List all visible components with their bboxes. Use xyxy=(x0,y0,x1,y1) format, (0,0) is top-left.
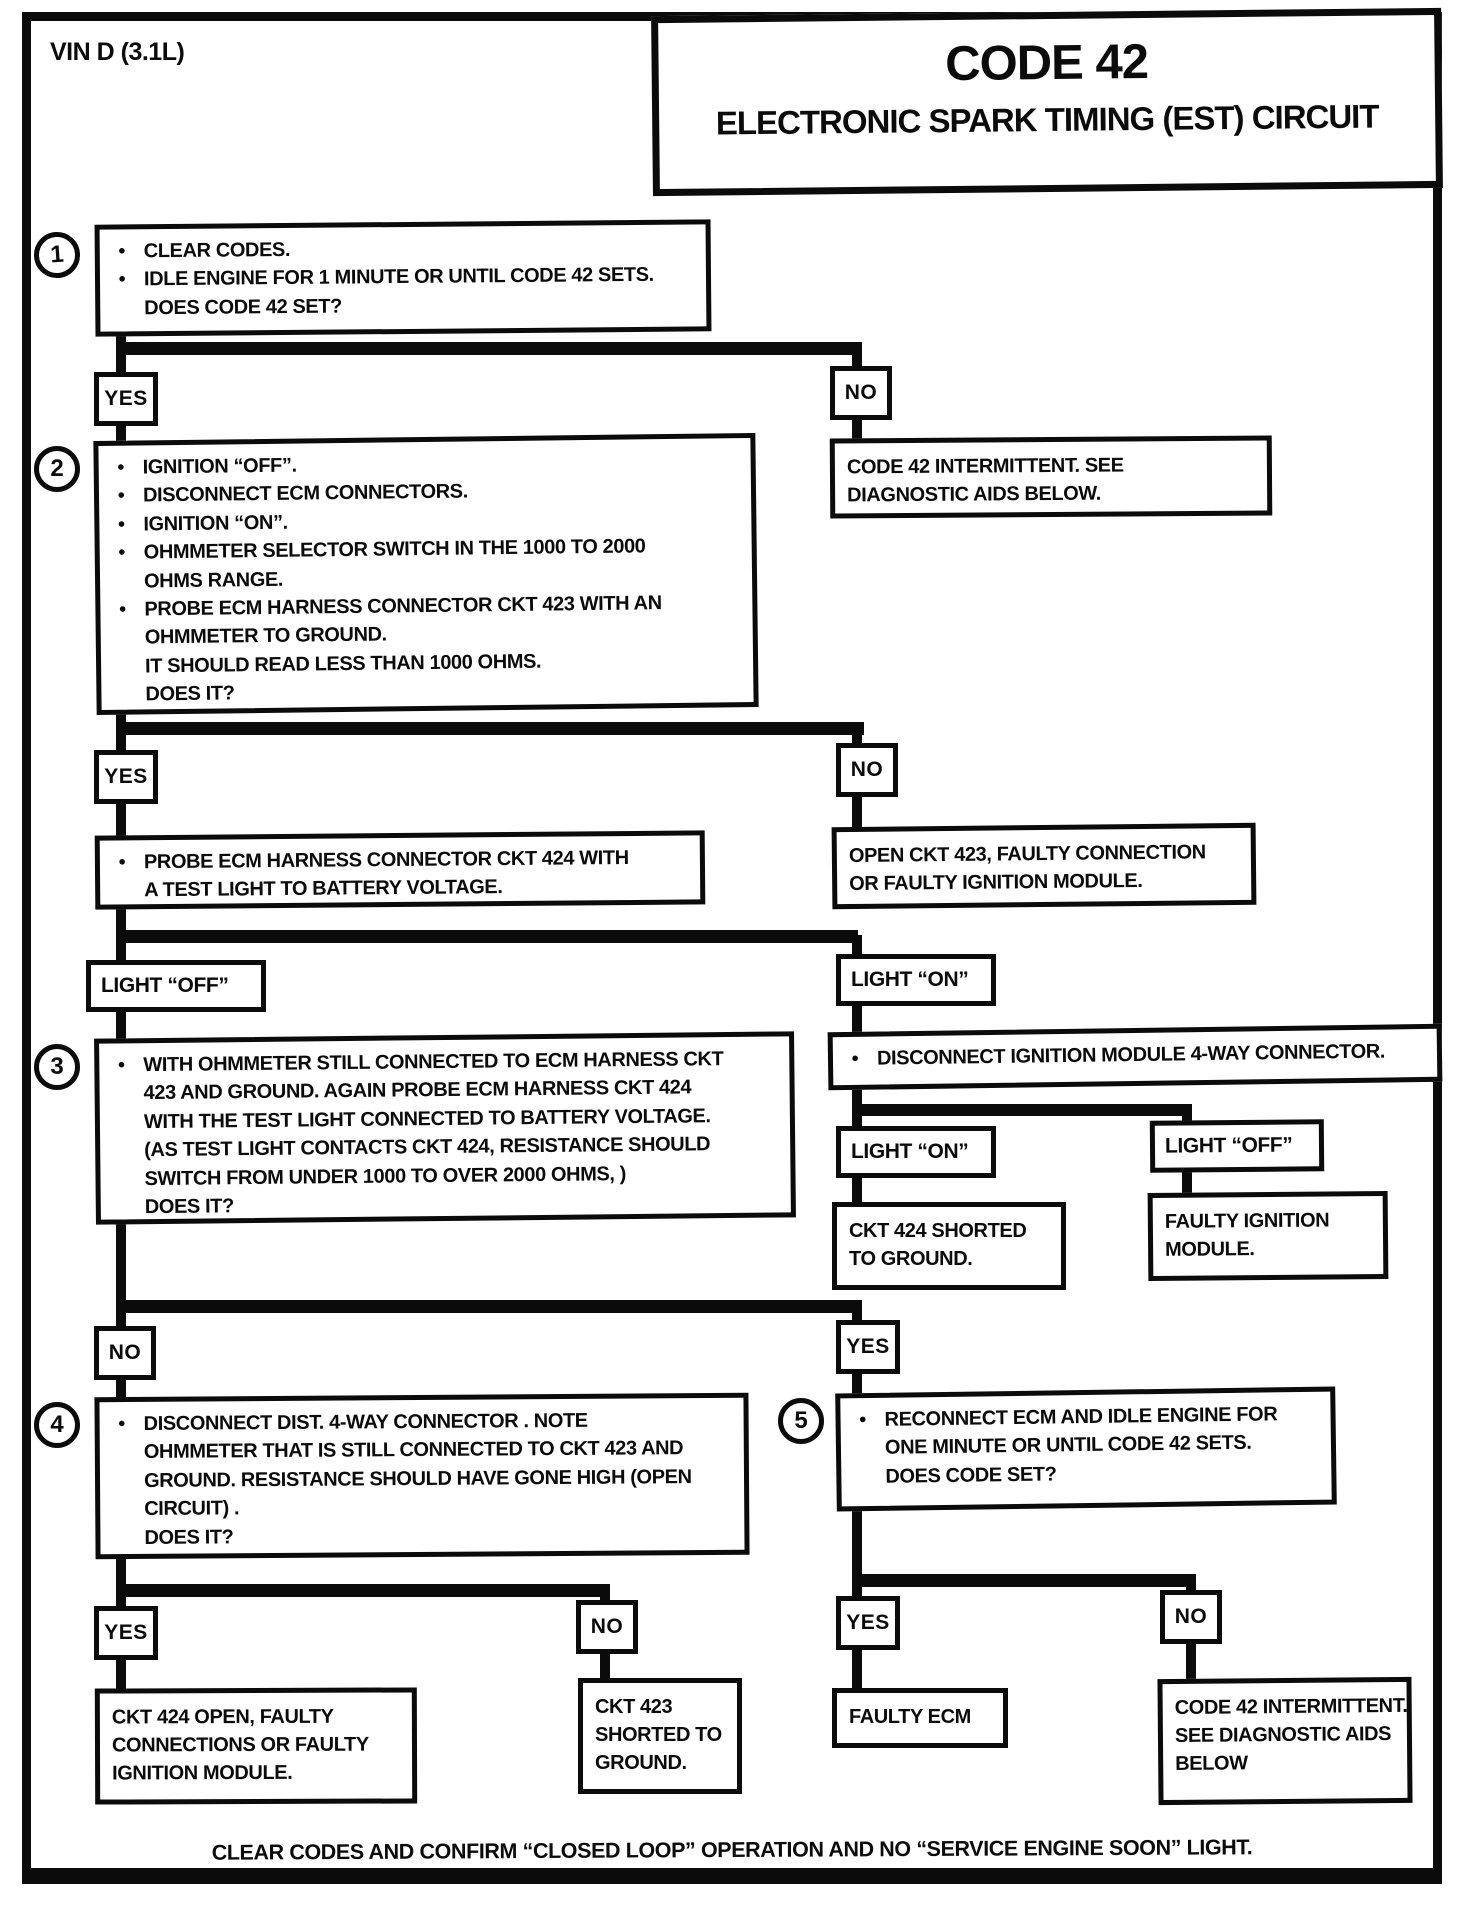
step-4-box xyxy=(94,1393,749,1560)
spacer xyxy=(841,1463,885,1492)
step-2-question: DOES IT? xyxy=(145,682,235,706)
spacer xyxy=(101,624,145,653)
spacer xyxy=(100,1108,144,1137)
step-2-text: OHMMETER TO GROUND. xyxy=(144,623,387,649)
spacer xyxy=(100,1524,144,1553)
step-2-text: OHMMETER SELECTOR SWITCH IN THE 1000 TO 2000 xyxy=(143,535,646,564)
disconnect-ignition-module-box xyxy=(828,1024,1443,1091)
result-text: OR FAULTY IGNITION MODULE. xyxy=(849,869,1143,896)
decision-yes-1: YES xyxy=(94,372,158,426)
step-1-text: IDLE ENGINE FOR 1 MINUTE OR UNTIL CODE 42 SETS. xyxy=(143,264,654,291)
step-5-text: ONE MINUTE OR UNTIL CODE 42 SETS. xyxy=(884,1432,1252,1460)
step-2-text: OHMS RANGE. xyxy=(143,568,284,593)
result-text: CONNECTIONS OR FAULTY xyxy=(111,1733,369,1757)
bullet-icon: ● xyxy=(117,1415,126,1431)
bullet-icon: ● xyxy=(116,458,125,474)
title-box xyxy=(651,8,1443,196)
decision-light-on-1: LIGHT “ON” xyxy=(836,954,996,1006)
vin-label: VIN D (3.1L) xyxy=(50,38,185,66)
result-text: OPEN CKT 423, FAULTY CONNECTION xyxy=(848,841,1206,868)
result-ckt423-shorted xyxy=(578,1678,742,1794)
step-4-text: DISCONNECT DIST. 4-WAY CONNECTOR . NOTE xyxy=(143,1409,588,1435)
result-text: FAULTY ECM xyxy=(849,1706,971,1728)
page-title: CODE 42 xyxy=(944,34,1149,92)
result-code42-intermittent-1 xyxy=(830,435,1273,518)
decision-yes-2: YES xyxy=(94,750,158,804)
result-text: CODE 42 INTERMITTENT. SEE xyxy=(846,454,1124,479)
spacer xyxy=(101,1193,145,1222)
result-open-ckt423 xyxy=(832,823,1257,909)
result-text: IGNITION MODULE. xyxy=(112,1761,293,1785)
bullet-icon: ● xyxy=(117,242,126,258)
spacer xyxy=(101,681,145,710)
bullet-icon: ● xyxy=(851,1049,859,1065)
step-2-text: DISCONNECT ECM CONNECTORS. xyxy=(142,480,468,507)
result-code42-intermittent-2 xyxy=(1157,1677,1412,1805)
result-faulty-ecm xyxy=(832,1688,1008,1748)
result-text: BELOW xyxy=(1175,1752,1248,1775)
decision-no-5: NO xyxy=(1160,1590,1222,1644)
step-2-circle: 2 xyxy=(34,446,80,492)
footer-note: CLEAR CODES AND CONFIRM “CLOSED LOOP” OPERATION AND NO “SERVICE ENGINE SOON” LIGHT. xyxy=(211,1835,1253,1865)
result-text: GROUND. xyxy=(595,1752,687,1774)
step-3-question: DOES IT? xyxy=(144,1195,234,1219)
step-5-text: RECONNECT ECM AND IDLE ENGINE FOR xyxy=(884,1403,1278,1431)
connector-hline xyxy=(116,1300,862,1313)
step-1-text: CLEAR CODES. xyxy=(143,238,291,263)
result-ckt424-open xyxy=(95,1687,417,1804)
bullet-icon: ● xyxy=(118,270,126,286)
step-1-question: DOES CODE 42 SET? xyxy=(144,295,343,320)
step-5-question: DOES CODE SET? xyxy=(885,1463,1057,1488)
bullet-icon: ● xyxy=(118,853,126,869)
spacer xyxy=(100,1438,144,1467)
bullet-icon: ● xyxy=(117,487,125,503)
connector-vline xyxy=(852,1500,862,1580)
result-text: SEE DIAGNOSTIC AIDS xyxy=(1174,1723,1392,1747)
spacer xyxy=(100,877,144,906)
step-5-box xyxy=(835,1387,1337,1512)
connector-hline xyxy=(116,1584,610,1597)
spacer xyxy=(100,1467,144,1496)
result-text: CKT 424 OPEN, FAULTY xyxy=(111,1705,334,1729)
decision-light-off-2: LIGHT “OFF” xyxy=(1150,1119,1324,1173)
step-3-text: SWITCH FROM UNDER 1000 TO OVER 2000 OHMS, ) xyxy=(144,1162,627,1190)
step-5-circle: 5 xyxy=(778,1398,824,1444)
step-3-circle: 3 xyxy=(34,1044,80,1090)
decision-yes-5: YES xyxy=(836,1596,900,1650)
result-text: MODULE. xyxy=(1165,1238,1255,1261)
spacer xyxy=(100,1165,144,1194)
step-4-text: CIRCUIT) . xyxy=(144,1497,240,1521)
result-text: CKT 423 xyxy=(595,1696,673,1718)
disconnect-module-text: DISCONNECT IGNITION MODULE 4-WAY CONNECTOR. xyxy=(876,1040,1386,1070)
step-3-box xyxy=(94,1031,796,1224)
step-2-text: IT SHOULD READ LESS THAN 1000 OHMS. xyxy=(144,650,542,678)
bullet-icon: ● xyxy=(118,600,127,616)
bullet-icon: ● xyxy=(117,1056,126,1072)
step-4-question: DOES IT? xyxy=(144,1525,234,1549)
probe-ckt424-box xyxy=(95,830,706,909)
step-4-text: GROUND. RESISTANCE SHOULD HAVE GONE HIGH (OPEN xyxy=(143,1465,692,1492)
result-ckt424-shorted xyxy=(832,1202,1066,1290)
connector-vline xyxy=(116,1213,126,1306)
result-text: FAULTY IGNITION xyxy=(1164,1209,1330,1233)
spacer xyxy=(100,294,144,323)
step-1-box xyxy=(95,219,712,336)
bullet-icon: ● xyxy=(858,1411,867,1427)
result-text: TO GROUND. xyxy=(849,1248,973,1270)
result-text: SHORTED TO xyxy=(595,1724,722,1746)
decision-no-1: NO xyxy=(830,366,892,420)
step-2-box xyxy=(93,433,758,715)
decision-light-off-1: LIGHT “OFF” xyxy=(86,960,266,1012)
step-4-circle: 4 xyxy=(34,1402,80,1448)
decision-no-2: NO xyxy=(836,743,898,797)
decision-no-4: NO xyxy=(576,1600,638,1654)
spacer xyxy=(100,567,144,596)
connector-hline xyxy=(116,930,858,943)
spacer xyxy=(100,1495,144,1524)
page-subtitle: ELECTRONIC SPARK TIMING (EST) CIRCUIT xyxy=(715,97,1379,142)
result-text: DIAGNOSTIC AIDS BELOW. xyxy=(847,482,1102,507)
step-2-text: IGNITION “ON”. xyxy=(143,511,288,536)
step-3-text: WITH OHMMETER STILL CONNECTED TO ECM HARNESS CKT xyxy=(143,1048,724,1077)
result-text: CODE 42 INTERMITTENT. xyxy=(1174,1694,1408,1719)
decision-yes-4: YES xyxy=(94,1606,158,1660)
step-1-circle: 1 xyxy=(32,230,81,279)
spacer xyxy=(101,652,145,681)
probe-ckt424-text: A TEST LIGHT TO BATTERY VOLTAGE. xyxy=(144,876,503,902)
spacer xyxy=(99,1080,143,1109)
connector-hline xyxy=(852,1574,1196,1587)
spacer xyxy=(841,1434,885,1463)
step-2-text: IGNITION “OFF”. xyxy=(142,454,297,479)
connector-hline xyxy=(116,342,862,355)
bullet-icon: ● xyxy=(117,543,126,559)
connector-hline xyxy=(852,1104,1192,1116)
result-faulty-ignition-module xyxy=(1148,1191,1389,1281)
step-3-text: 423 AND GROUND. AGAIN PROBE ECM HARNESS CKT 424 xyxy=(143,1076,692,1105)
step-4-text: OHMMETER THAT IS STILL CONNECTED TO CKT 423 AND xyxy=(143,1437,684,1464)
step-3-text: (AS TEST LIGHT CONTACTS CKT 424, RESISTANCE SHOULD xyxy=(144,1133,711,1162)
decision-yes-3: YES xyxy=(836,1320,900,1374)
probe-ckt424-text: PROBE ECM HARNESS CONNECTOR CKT 424 WITH xyxy=(143,847,629,874)
decision-light-on-2: LIGHT “ON” xyxy=(836,1126,996,1178)
step-3-text: WITH THE TEST LIGHT CONNECTED TO BATTERY VOLTAGE. xyxy=(143,1105,711,1133)
result-text: CKT 424 SHORTED xyxy=(849,1220,1027,1242)
decision-no-3: NO xyxy=(94,1326,156,1380)
bullet-icon: ● xyxy=(117,515,126,531)
spacer xyxy=(100,1136,144,1165)
connector-hline xyxy=(116,722,864,735)
step-2-text: PROBE ECM HARNESS CONNECTOR CKT 423 WITH AN xyxy=(144,592,662,621)
